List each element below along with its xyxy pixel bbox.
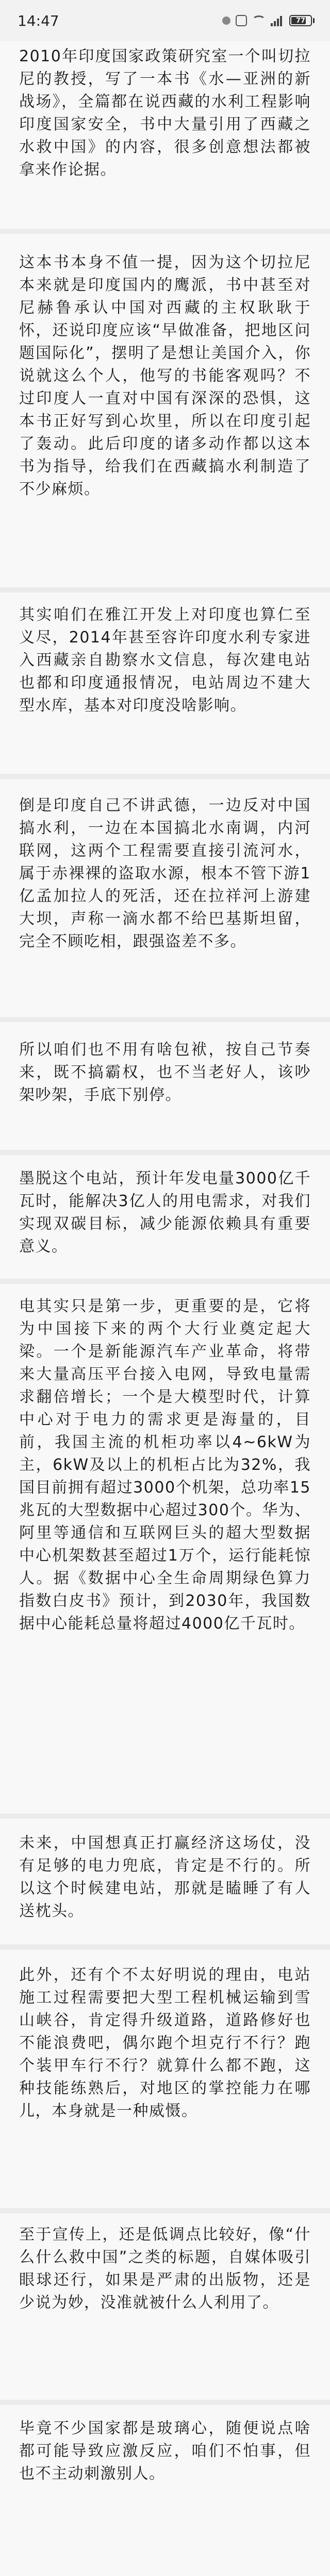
paragraph-divider bbox=[0, 2208, 330, 2213]
article-paragraph: 毕竟不少国家都是玻璃心，随便说点啥都可能导致应激反应，咱们不怕事，但也不主动刺激别人。 bbox=[19, 2419, 311, 2483]
paragraph-divider bbox=[0, 774, 330, 779]
sim-icon bbox=[236, 15, 247, 26]
paragraph-divider bbox=[0, 1814, 330, 1819]
battery-percent: 77 bbox=[295, 16, 306, 25]
paragraph-divider bbox=[0, 2400, 330, 2405]
article-paragraph: 2010年印度国家政策研究室一个叫切拉尼的教授，写了一本书《水—亚洲的新战场》，全篇都在说西藏的水利工程影响印度国家安全，书中大量引用了西藏之水救中国》的内容，很多创意想法都被拿来作论据。 bbox=[19, 47, 311, 179]
article-paragraph: 此外，还有个不太好明说的理由，电站施工过程需要把大型工程机械运输到雪山峡谷，肯定得升级道路，道路修好也不能浪费吧，偶尔跑个坦克行不行？跑个装甲车行不行？就算什么都不跑，这种技能练熟后，对地区的掌控能力在哪儿，本身就是一种威慑。 bbox=[19, 1966, 311, 2120]
article-paragraph: 未来，中国想真正打赢经济这场仗，没有足够的电力兜底，肯定是不行的。所以这个时候建电站，那就是瞌睡了有人送枕头。 bbox=[19, 1834, 311, 1920]
article-paragraph: 其实咱们在雅江开发上对印度也算仁至义尽，2014年甚至容许印度水利专家进入西藏亲自勘察水文信息，每次建电站也都和印度通报情况，电站周边不建大型水库，基本对印度没啥影响。 bbox=[19, 606, 311, 715]
paragraph-divider bbox=[0, 1279, 330, 1284]
article-paragraph: 至于宣传上，还是低调点比较好，像“什么什么救中国”之类的标题，自媒体吸引眼球还行，如果是严肃的出版物，还是少说为妙，没准就被什么人利用了。 bbox=[19, 2226, 311, 2312]
paragraph-divider bbox=[0, 1017, 330, 1022]
wifi-icon bbox=[252, 15, 266, 26]
article-paragraph: 这本书本身不值一提，因为这个切拉尼本来就是印度国内的鹰派，书中甚至对尼赫鲁承认中国对西藏的主权耿耿于怀，还说印度应该“早做准备，把地区问题国际化”，摆明了是想让美国介入，你说就这么个人，他写的书能客观吗？不过印度人一直对中国有深深的恐惧，这本书正好写到心坎里，所以在印度引起了轰动。此后印度的诸多动作都以这本书为指导，给我们在西藏搞水利制造了不少麻烦。 bbox=[19, 253, 311, 498]
article-paragraph: 墨脱这个电站，预计年发电量3000亿千瓦时，能解决3亿人的用电需求，对我们实现双碳目标，减少能源依赖具有重要意义。 bbox=[19, 1170, 311, 1256]
battery-cap bbox=[313, 18, 315, 23]
article-paragraph: 电其实只是第一步，更重要的是，它将为中国接下来的两个大行业奠定起大梁。一个是新能源汽车产业革命，将带来大量高压平台接入电网，导致电量需求翻倍增长；一个是大模型时代，计算中心对于电力的需求更是海量的，目前，我国主流的机柜功率以4~6kW为主，6kW及以上的机柜占比为32%，我国目前拥有超过3000个机架，总功率15兆瓦的大型数据中心超过300个。华为、阿里等通信和互联网巨头的超大型数据中心机架数甚至超过1万个，运行能耗惊人。据《数据中心全生命周期绿色算力指数白皮书》预计，到2030年，我国数据中心能耗总量将超过4000亿千瓦时。 bbox=[19, 1297, 311, 1633]
paragraph-divider bbox=[0, 229, 330, 234]
status-time: 14:47 bbox=[18, 12, 59, 29]
notification-icon bbox=[222, 16, 230, 25]
article-paragraph: 所以咱们也不用有啥包袱，按自己节奏来，既不搞霸权，也不当老好人，该吵架吵架，手底下别停。 bbox=[19, 1041, 311, 1104]
article-paragraph: 倒是印度自己不讲武德，一边反对中国搞水利，一边在本国搞北水南调，内河联网，这两个工程需要直接引流河水，属于赤裸裸的盗取水源，根本不管下游1亿孟加拉人的死活，还在拉祥河上游建大坝，声称一滴水都不给巴基斯坦留，完全不顾吃相，跟强盗差不多。 bbox=[19, 796, 311, 951]
paragraph-divider bbox=[0, 587, 330, 592]
signal-icon bbox=[271, 15, 284, 26]
paragraph-divider bbox=[0, 1944, 330, 1950]
battery-icon bbox=[289, 15, 312, 26]
paragraph-divider bbox=[0, 1150, 330, 1155]
status-icons bbox=[222, 13, 315, 28]
status-bar bbox=[0, 0, 330, 41]
